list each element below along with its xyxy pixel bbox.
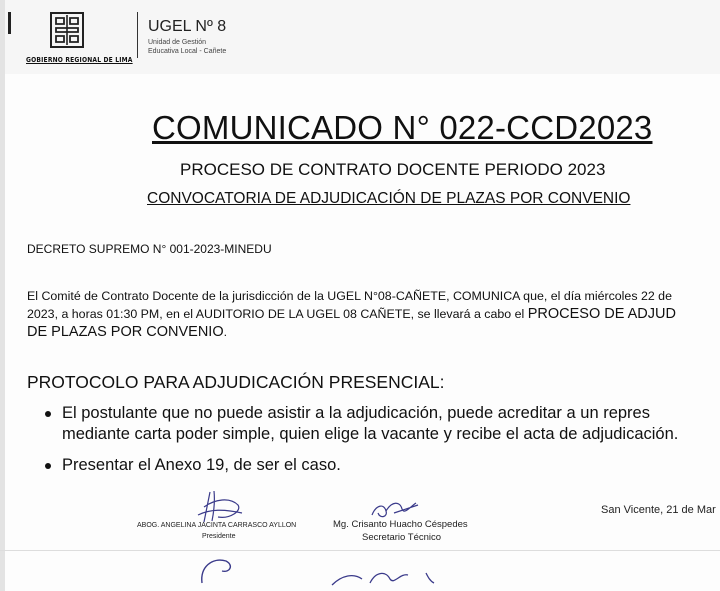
ugel-title: UGEL Nº 8 (148, 18, 227, 35)
bullet-icon (45, 463, 51, 469)
paragraph-text: . (223, 325, 228, 339)
bullet-1-line-1: El postulante que no puede asistir a la adjudicación, puede acreditar a un repres (62, 404, 650, 422)
paragraph-text: 2023, a horas 01:30 PM, en el AUDITORIO DE LA UGEL 08 CAÑETE, se llevará a cabo el (27, 307, 528, 321)
paragraph-line-3 (27, 324, 720, 340)
signatory-1-name: ABOG. ANGELINA JACINTA CARRASCO AYLLON (137, 522, 297, 529)
paragraph-line-1: El Comité de Contrato Docente de la jurisdicción de la UGEL N°08-CAÑETE, COMUNICA que, el día miércoles 22 de (27, 289, 672, 303)
ugel-subtitle-1: Unidad de Gestión (148, 39, 206, 46)
document-date: San Vicente, 21 de Mar (601, 504, 716, 516)
paragraph-highlight: DE PLAZAS POR CONVENIO (27, 324, 224, 340)
logo-caption: GOBIERNO REGIONAL DE LIMA (26, 56, 133, 64)
signature-4-icon (330, 565, 440, 591)
signatory-2-name: Mg. Crisanto Huacho Céspedes (333, 519, 468, 530)
paragraph-highlight: PROCESO DE ADJUD (527, 306, 676, 322)
paragraph-line-2 (27, 306, 720, 322)
document-subtitle-2: CONVOCATORIA DE ADJUDICACIÓN DE PLAZAS POR CONVENIO (147, 190, 631, 207)
page-edge (0, 0, 5, 591)
bullet-1-line-2: mediante carta poder simple, quien elige la vacante y recibe el acta de adjudicación. (62, 425, 679, 443)
decree-reference: DECRETO SUPREMO N° 001-2023-MINEDU (27, 242, 272, 256)
signatory-2-role: Secretario Técnico (362, 532, 442, 543)
bullet-icon (45, 411, 51, 417)
page-divider (0, 550, 720, 551)
ugel-subtitle-2: Educativa Local - Cañete (148, 48, 227, 55)
document-title: COMUNICADO N° 022-CCD2023 (152, 109, 653, 146)
signatory-1-role: Presidente (202, 533, 236, 540)
document-subtitle: PROCESO DE CONTRATO DOCENTE PERIODO 2023 (180, 160, 606, 179)
signature-1-icon (190, 487, 250, 527)
regional-government-logo-icon (50, 12, 84, 48)
protocol-heading: PROTOCOLO PARA ADJUDICACIÓN PRESENCIAL: (27, 372, 445, 392)
signature-3-icon (196, 553, 240, 591)
margin-mark (8, 12, 11, 34)
bullet-2-line-1: Presentar el Anexo 19, de ser el caso. (62, 456, 341, 474)
header-divider (137, 12, 138, 58)
